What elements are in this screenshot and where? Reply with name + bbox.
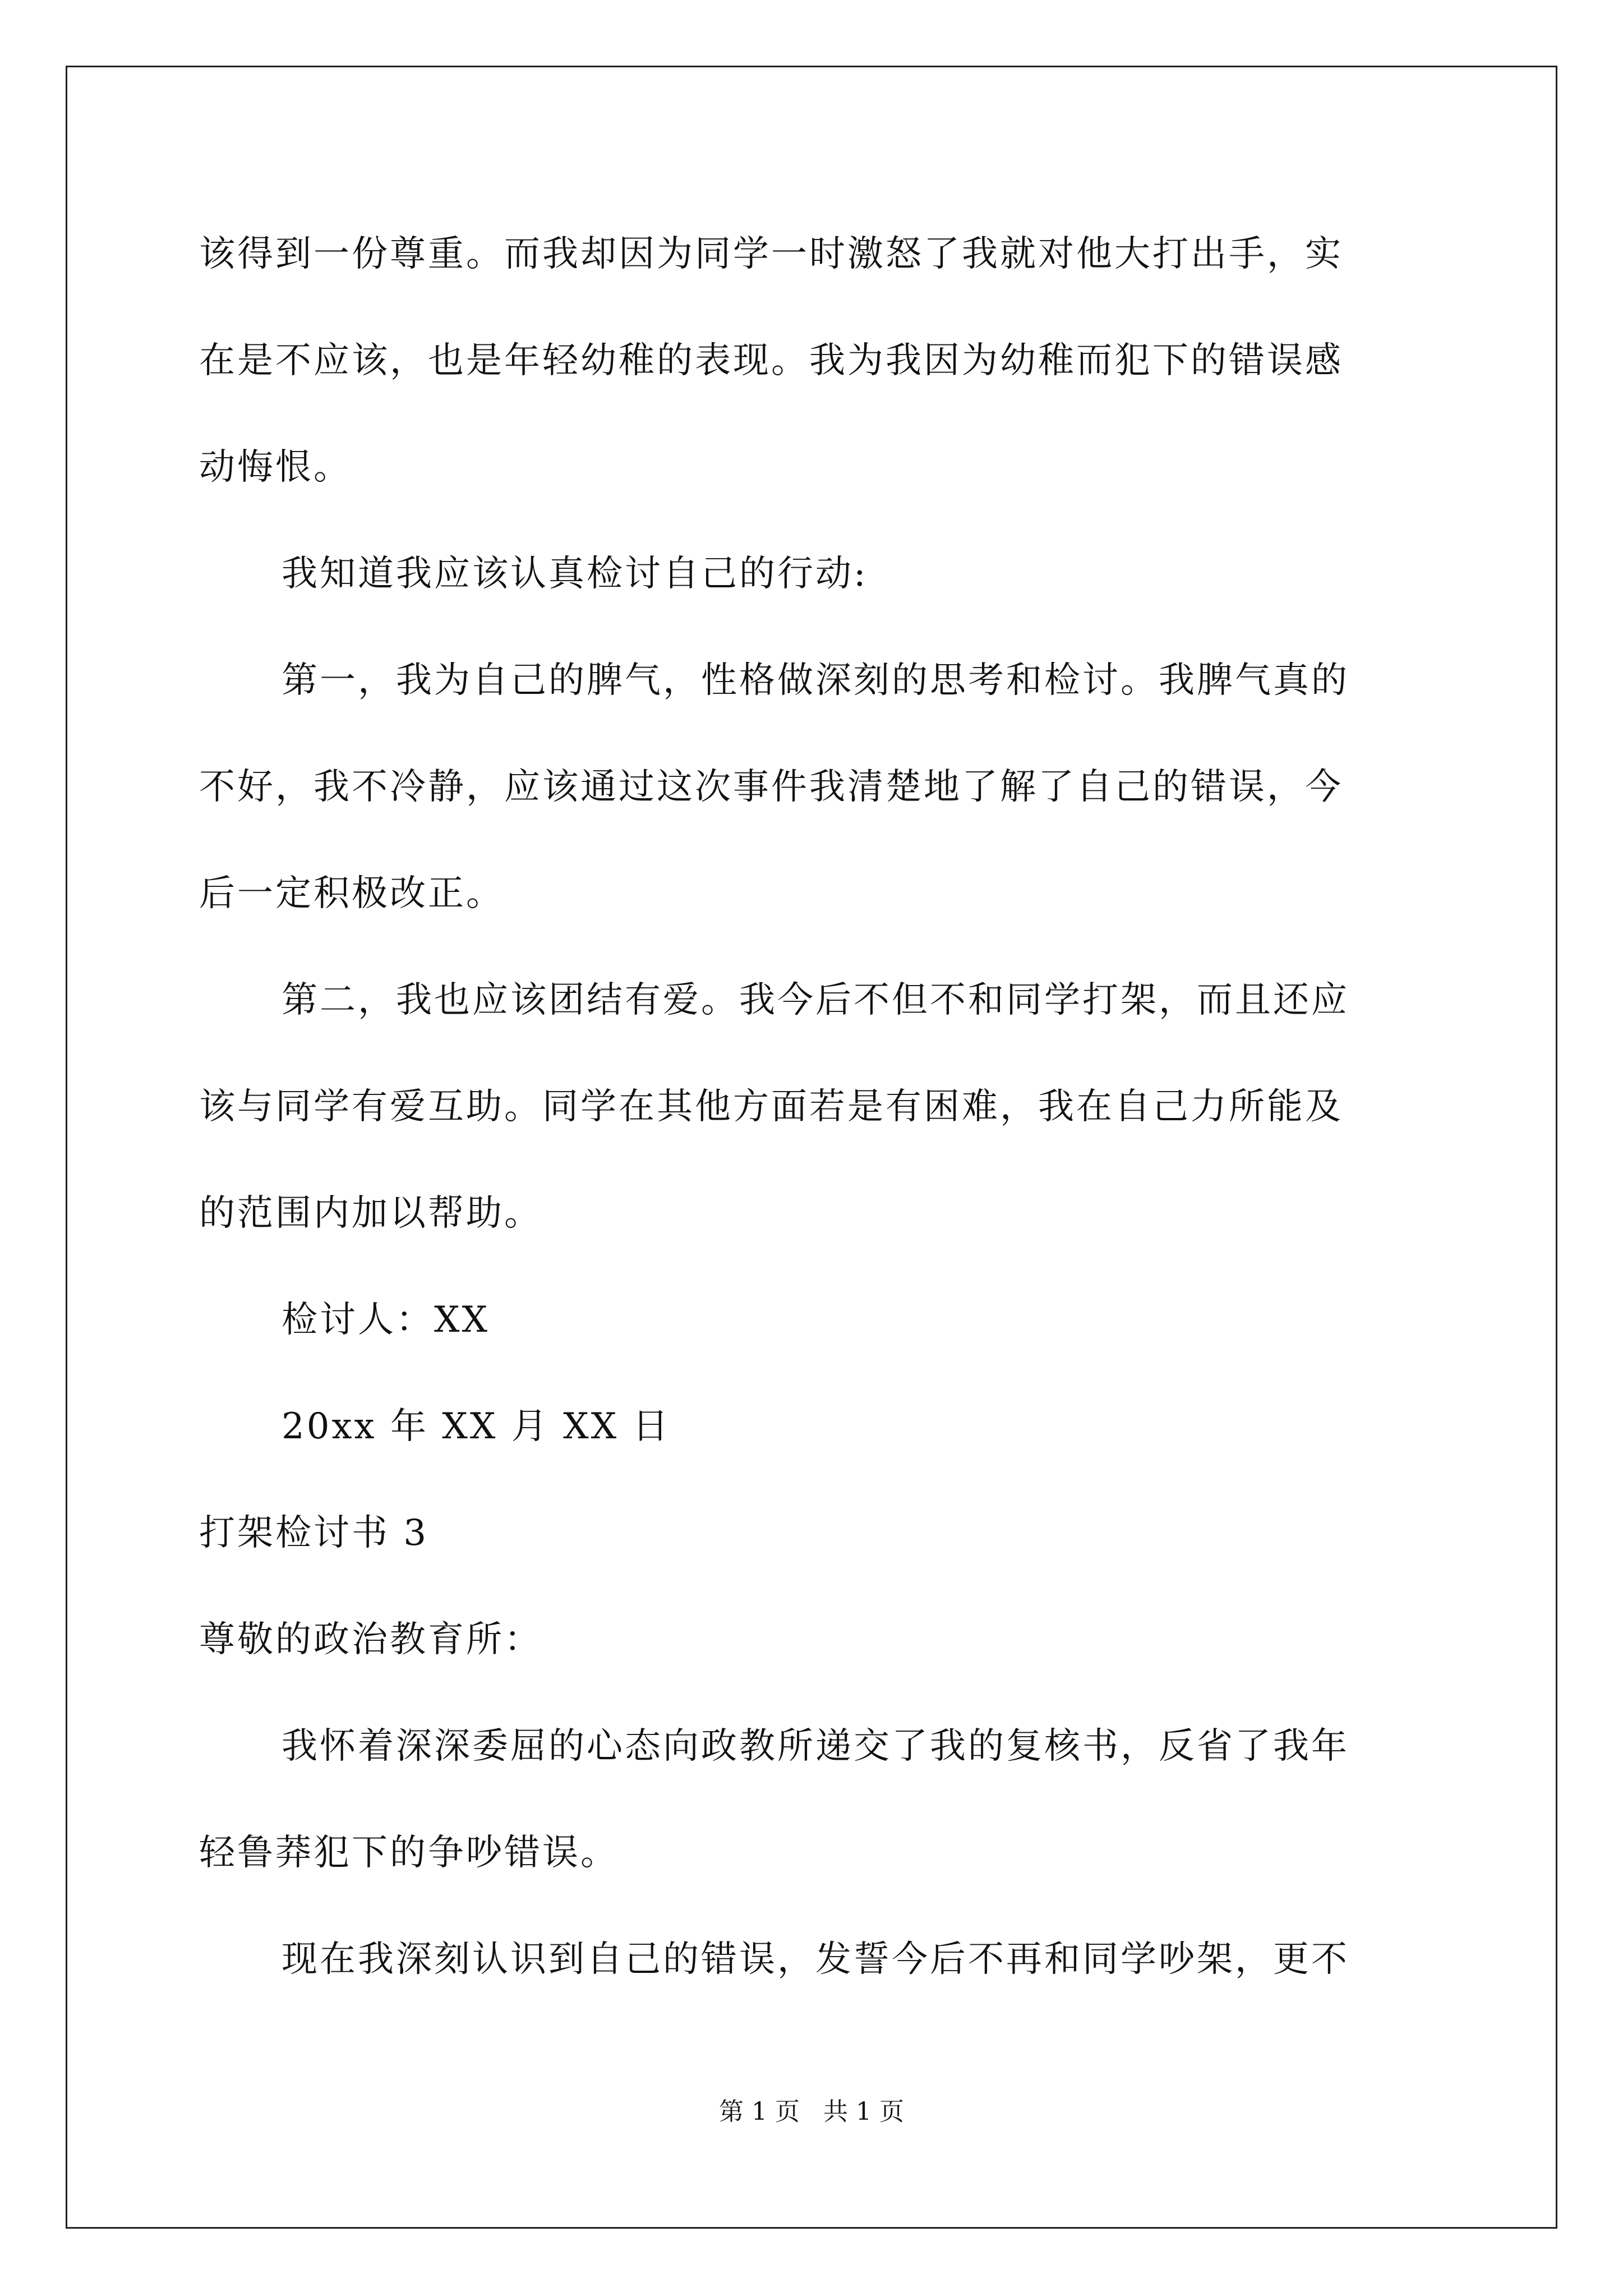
body-line: 第一，我为自己的脾气，性格做深刻的思考和检讨。我脾气真的 <box>282 660 1349 701</box>
body-line: 第二，我也应该团结有爱。我今后不但不和同学打架，而且还应 <box>282 979 1349 1021</box>
body-line: 动悔恨。 <box>199 447 352 488</box>
body-line: 轻鲁莽犯下的争吵错误。 <box>199 1832 619 1874</box>
body-line: 我怀着深深委屈的心态向政教所递交了我的复核书，反省了我年 <box>282 1726 1349 1767</box>
body-line: 后一定积极改正。 <box>199 873 504 914</box>
date-line: 20xx 年 XX 月 XX 日 <box>282 1406 671 1447</box>
page-number: 第 1 页 共 1 页 <box>719 2097 904 2126</box>
section-title: 打架检讨书 3 <box>199 1512 429 1554</box>
page-border <box>66 66 1557 2229</box>
body-line: 现在我深刻认识到自己的错误，发誓今后不再和同学吵架，更不 <box>282 1939 1349 1980</box>
body-line: 该得到一份尊重。而我却因为同学一时激怒了我就对他大打出手，实 <box>199 233 1343 275</box>
salutation: 尊敬的政治教育所： <box>199 1619 542 1660</box>
signature-line: 检讨人：XX <box>282 1299 490 1341</box>
body-line: 的范围内加以帮助。 <box>199 1193 542 1234</box>
body-line: 我知道我应该认真检讨自己的行动: <box>282 553 868 595</box>
body-line: 不好，我不冷静，应该通过这次事件我清楚地了解了自己的错误，今 <box>199 766 1343 808</box>
body-line: 该与同学有爱互助。同学在其他方面若是有困难，我在自己力所能及 <box>199 1086 1343 1128</box>
body-line: 在是不应该，也是年轻幼稚的表现。我为我因为幼稚而犯下的错误感 <box>199 340 1343 381</box>
